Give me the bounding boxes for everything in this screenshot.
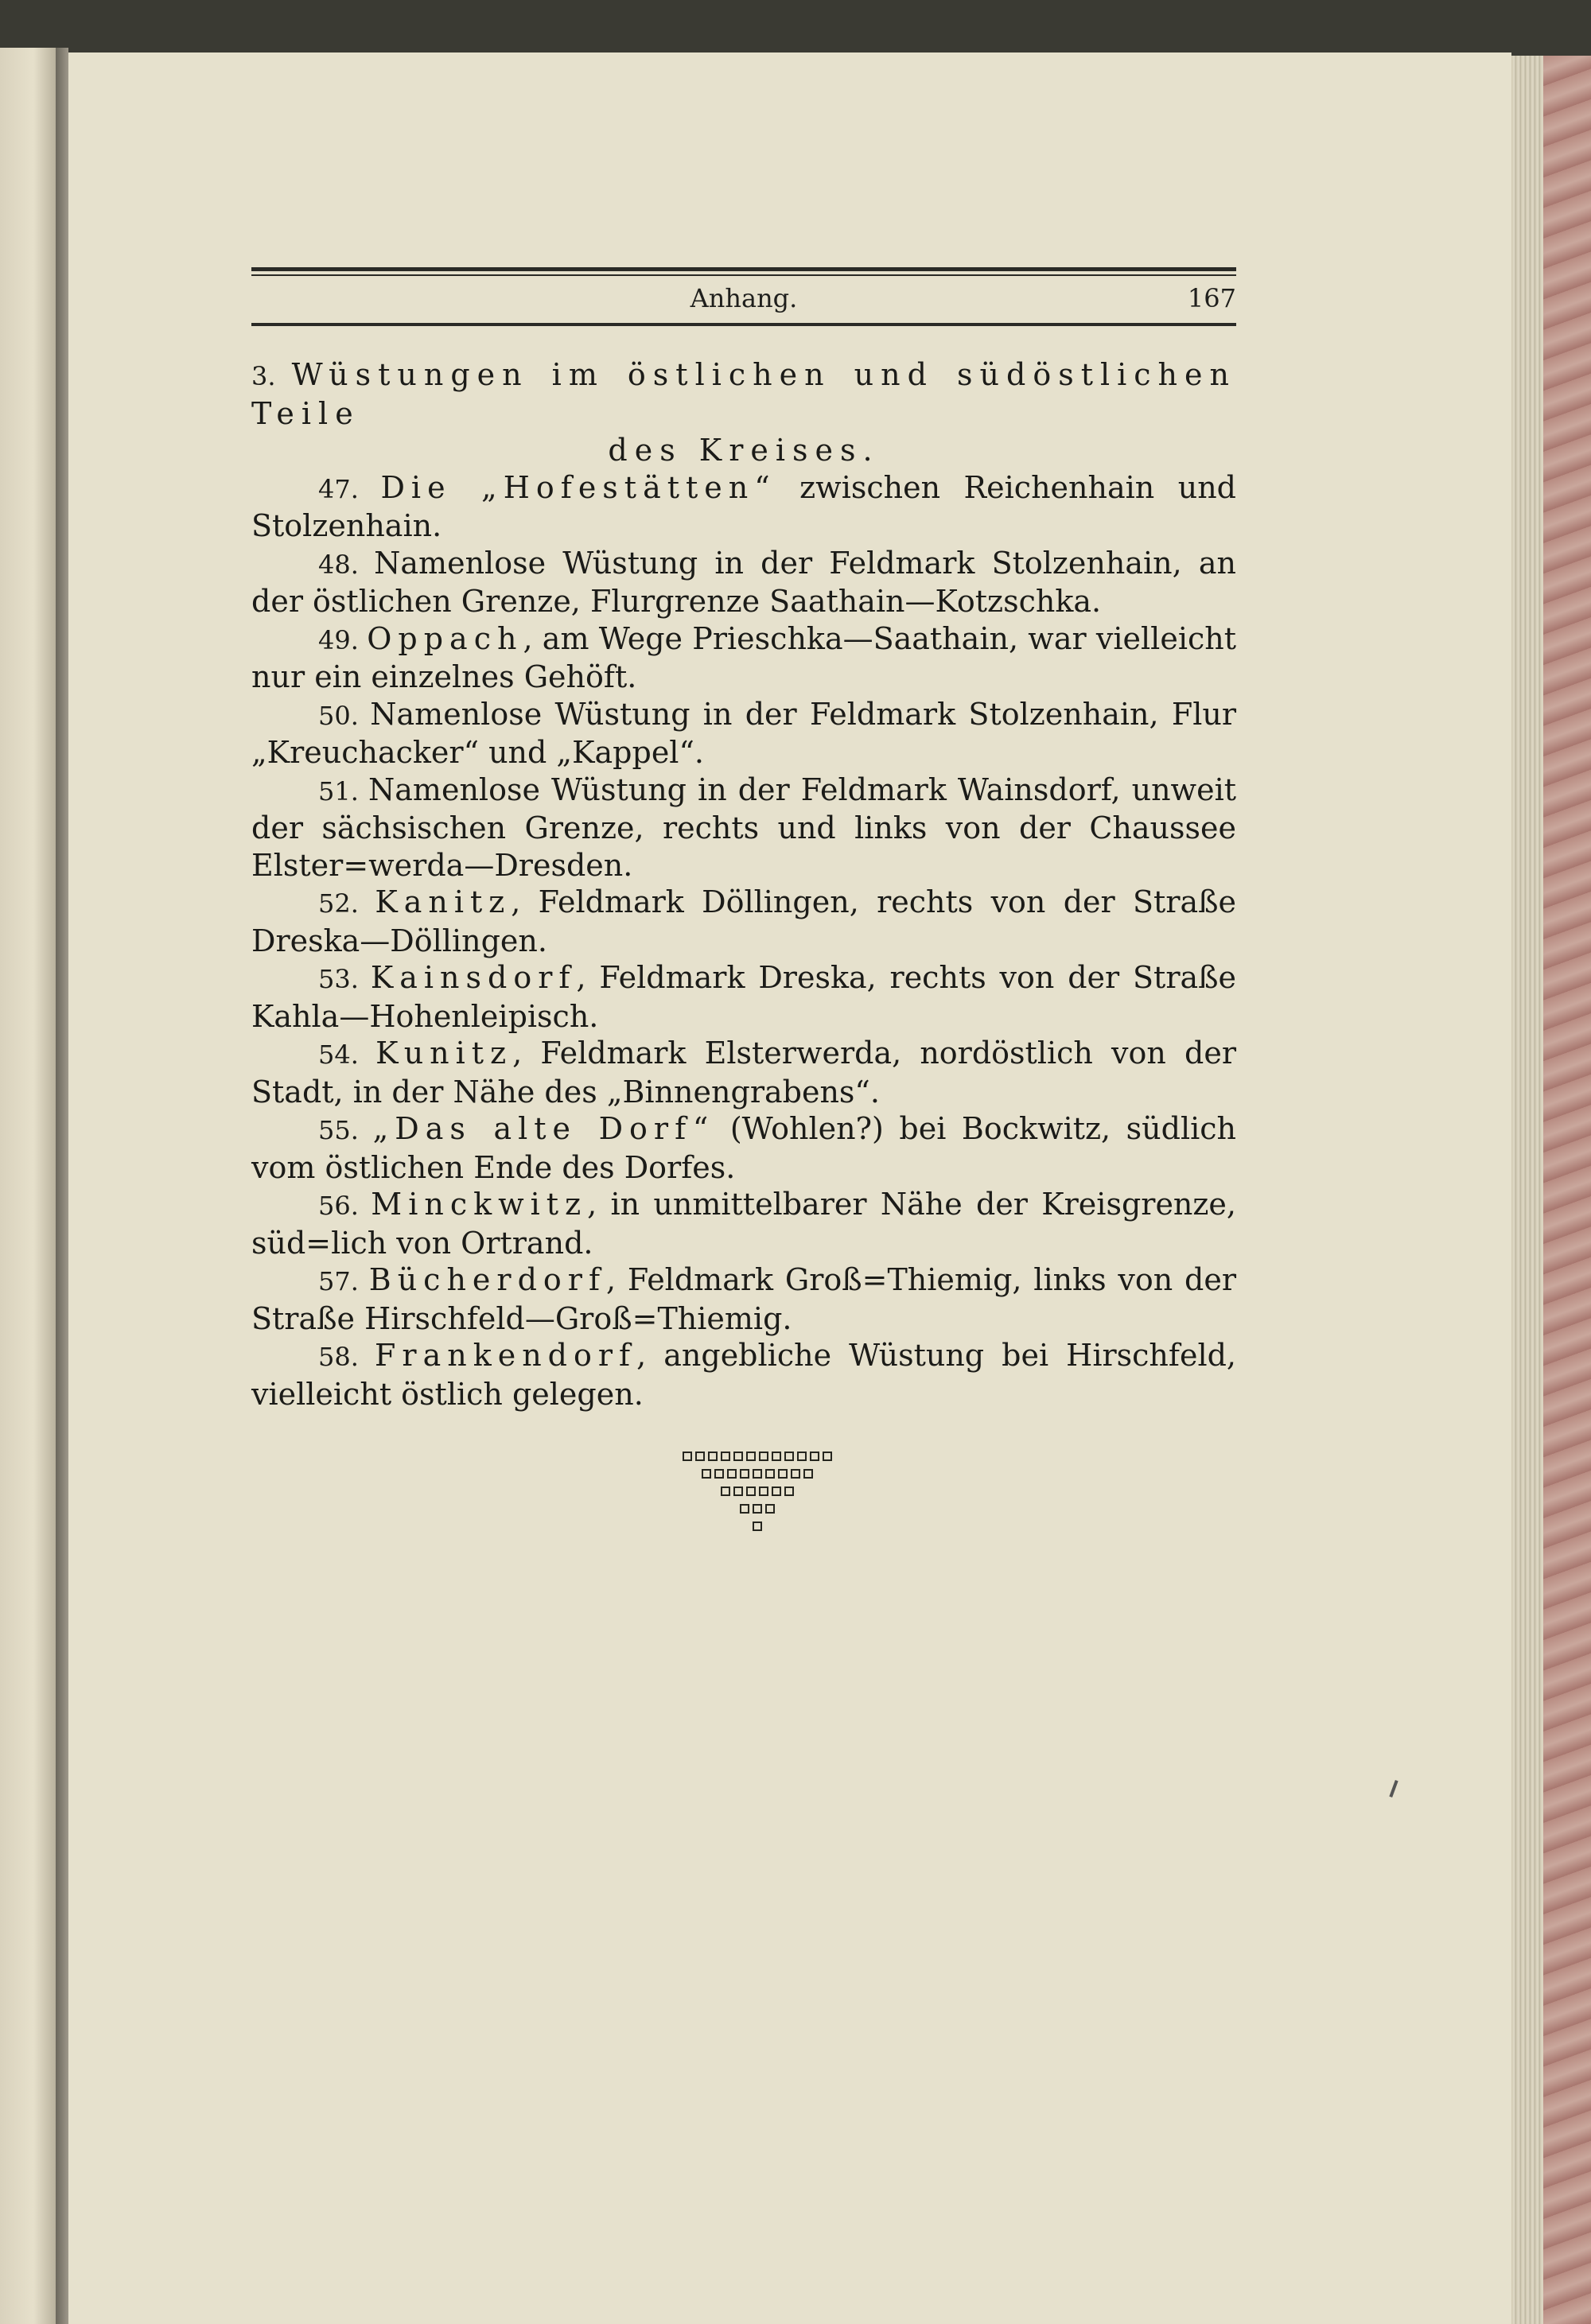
ornament-square (740, 1504, 749, 1514)
ornament-square (727, 1469, 737, 1479)
entry-place-name: Kunitz (375, 1036, 513, 1071)
ornament-square (765, 1469, 775, 1479)
entry (251, 884, 1236, 959)
entry-text: (Wohlen?) bei Bockwitz, südlich vom östlichen Ende des Dorfes. (251, 1111, 1237, 1185)
running-head-title: Anhang. (690, 283, 798, 313)
header-rule-bottom (251, 323, 1236, 326)
section-number: 3. (251, 361, 276, 391)
entry-number: 47. (318, 473, 381, 504)
entry-number: 56. (318, 1191, 371, 1221)
entry-number: 52. (318, 888, 375, 919)
running-head (251, 283, 1236, 320)
entry (251, 1337, 1236, 1413)
entry (251, 1261, 1236, 1337)
entry-number: 54. (318, 1040, 376, 1070)
entry (251, 1110, 1236, 1186)
entry-place-name: Die „Hofestätten“ (380, 469, 776, 505)
section-title-line2: des Kreises. (608, 433, 880, 468)
entry-text: , in unmittelbarer Nähe der Kreisgrenze, süd=lich von Ortrand. (251, 1187, 1236, 1261)
ornament-square (702, 1469, 711, 1479)
entry-place-name: Bücherdorf (368, 1262, 607, 1297)
section-title-line1: Wüstungen im östlichen und südöstlichen Teile (251, 357, 1236, 431)
entry-number: 50. (318, 700, 371, 731)
ornament-square (721, 1452, 730, 1461)
ornament-square (778, 1469, 788, 1479)
ornament-square (772, 1452, 781, 1461)
ornament-square (753, 1469, 762, 1479)
ornament-square (714, 1469, 724, 1479)
entry (251, 696, 1236, 771)
ornament-square (753, 1521, 762, 1531)
ornament-row (670, 1452, 845, 1463)
entry-text: zwischen Reichenhain und Stolzenhain. (251, 469, 1237, 543)
entry (251, 771, 1236, 884)
ornament-square (753, 1504, 762, 1514)
page-stack-edge (1511, 56, 1543, 2324)
entry-text: Namenlose Wüstung in der Feldmark Wainsdorf, unweit der sächsischen Grenze, rechts und links von der Chaussee Elster=werda—Dresden. (251, 771, 1236, 883)
ornament-square (733, 1452, 743, 1461)
entry-text: , angebliche Wüstung bei Hirschfeld, vielleicht östlich gelegen. (251, 1338, 1237, 1412)
entry (251, 469, 1236, 545)
entry-number: 55. (318, 1115, 373, 1145)
header-rule-top (251, 267, 1236, 271)
main-text (251, 356, 1236, 1413)
left-page-edge (0, 48, 56, 2324)
ornament-square (791, 1469, 800, 1479)
entry-text: , Feldmark Döllingen, rechts von der Straße Dreska—Döllingen. (251, 884, 1237, 958)
entry-place-name: Oppach (367, 620, 523, 656)
entry-text: Namenlose Wüstung in der Feldmark Stolzenhain, Flur „Kreuchacker“ und „Kappel“. (251, 696, 1237, 770)
entry-number: 57. (318, 1266, 369, 1296)
ornament-square (803, 1469, 813, 1479)
ornament-row (670, 1521, 845, 1533)
entry-number: 58. (318, 1342, 375, 1372)
ornament-square (746, 1487, 756, 1496)
ornament-row (670, 1487, 845, 1498)
ornament-square (733, 1487, 743, 1496)
ornament-square (740, 1469, 749, 1479)
ornament-square (746, 1452, 756, 1461)
entry-text: , Feldmark Elsterwerda, nordöstlich von der Stadt, in der Nähe des „Binnengrabens“. (251, 1036, 1236, 1110)
entry-text: Namenlose Wüstung in der Feldmark Stolzenhain, an der östlichen Grenze, Flurgrenze Saathain—Kotzschka. (251, 545, 1237, 619)
entry-place-name: Minckwitz (371, 1187, 588, 1222)
book-cover-edge (1543, 56, 1591, 2324)
ornament-square (784, 1452, 794, 1461)
ornament-row (670, 1469, 845, 1481)
entry-text: , Feldmark Dreska, rechts von der Straße Kahla—Hohenleipisch. (251, 960, 1237, 1034)
entry-number: 48. (318, 549, 375, 580)
entry (251, 959, 1236, 1035)
ornament-square (823, 1452, 832, 1461)
ornament-square (759, 1487, 768, 1496)
entry (251, 545, 1236, 620)
ornament-square (759, 1452, 768, 1461)
ornament-square (810, 1452, 819, 1461)
entry-number: 51. (318, 775, 369, 806)
entry-place-name: Kanitz (375, 884, 512, 919)
entry-place-name: „Das alte Dorf“ (372, 1111, 715, 1146)
ornament-square (721, 1487, 730, 1496)
ornament-square (797, 1452, 807, 1461)
ornament-square (765, 1504, 775, 1514)
entry (251, 620, 1236, 696)
entry-text: , Feldmark Groß=Thiemig, links von der Straße Hirschfeld—Groß=Thiemig. (251, 1262, 1236, 1336)
ornament-square (708, 1452, 718, 1461)
ornament-row (670, 1504, 845, 1516)
ornament-square (784, 1487, 794, 1496)
page-number: 167 (1187, 283, 1236, 313)
entry-place-name: Kainsdorf (370, 960, 577, 995)
end-ornament (670, 1452, 845, 1539)
ornament-square (695, 1452, 705, 1461)
book-gutter (56, 48, 68, 2324)
entry-list (251, 469, 1236, 1413)
entry (251, 1035, 1236, 1110)
header-rule-top-thin (251, 274, 1236, 276)
entry-place-name: Frankendorf (375, 1338, 637, 1373)
ornament-square (772, 1487, 781, 1496)
entry (251, 1186, 1236, 1261)
entry-number: 53. (318, 964, 371, 994)
entry-number: 49. (318, 624, 368, 655)
ornament-square (683, 1452, 692, 1461)
entry-text: , am Wege Prieschka—Saathain, war vielleicht nur ein einzelnes Gehöft. (251, 620, 1236, 694)
section-heading (251, 356, 1236, 432)
